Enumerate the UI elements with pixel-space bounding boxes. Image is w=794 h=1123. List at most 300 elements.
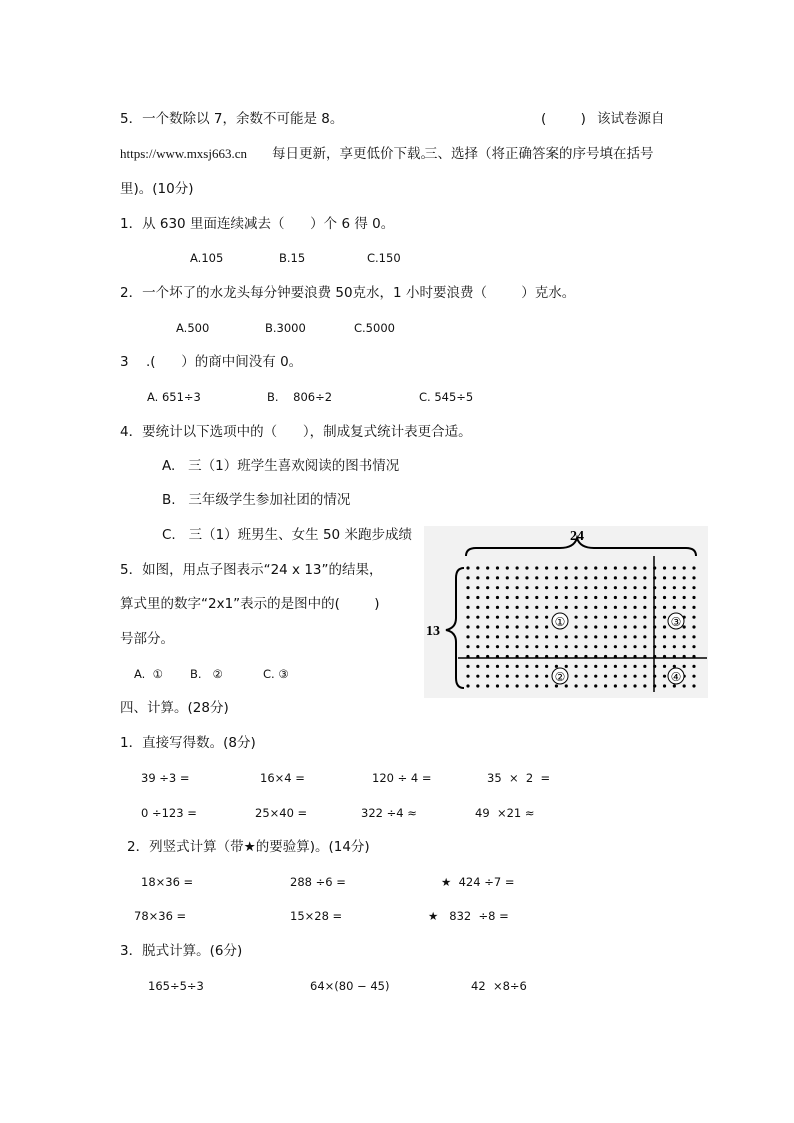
grid-dot [643, 616, 646, 619]
grid-dot [692, 635, 695, 638]
grid-dot [535, 635, 538, 638]
grid-dot [633, 635, 636, 638]
grid-dot [525, 576, 528, 579]
calc-item: 39 ÷3 = [141, 771, 190, 785]
mc-q3-option-a: A. 651÷3 [147, 390, 201, 404]
grid-dot [594, 635, 597, 638]
grid-dot [673, 576, 676, 579]
grid-dot [683, 645, 686, 648]
grid-dot [574, 606, 577, 609]
grid-dot [594, 596, 597, 599]
grid-dot [466, 606, 469, 609]
grid-dot [555, 566, 558, 569]
grid-dot [633, 596, 636, 599]
grid-dot [574, 684, 577, 687]
grid-dot [633, 675, 636, 678]
grid-dot [604, 606, 607, 609]
grid-dot [466, 566, 469, 569]
grid-dot [643, 635, 646, 638]
grid-dot [663, 606, 666, 609]
grid-dot [604, 675, 607, 678]
grid-dot [594, 586, 597, 589]
grid-dot [663, 675, 666, 678]
grid-dot [525, 684, 528, 687]
grid-dot [614, 684, 617, 687]
grid-dot [624, 635, 627, 638]
grid-dot [555, 596, 558, 599]
mc-q4-option-a: A. 三（1）班学生喜欢阅读的图书情况 [162, 458, 400, 474]
grid-dot [624, 586, 627, 589]
grid-dot [673, 635, 676, 638]
grid-dot [594, 576, 597, 579]
grid-dot [506, 684, 509, 687]
grid-dot [692, 576, 695, 579]
grid-dot [663, 645, 666, 648]
mc-q3-option-c: C. 545÷5 [419, 390, 474, 404]
grid-dot [486, 576, 489, 579]
grid-dot [633, 684, 636, 687]
calc-item: 18×36 = [141, 875, 194, 889]
grid-dot [516, 606, 519, 609]
grid-dot [565, 606, 568, 609]
grid-dot [496, 596, 499, 599]
grid-dot [692, 645, 695, 648]
grid-dot [516, 596, 519, 599]
grid-dot [624, 625, 627, 628]
grid-dot [555, 645, 558, 648]
grid-dot [683, 665, 686, 668]
grid-dot [516, 576, 519, 579]
grid-dot [496, 665, 499, 668]
grid-dot [692, 684, 695, 687]
grid-dot [604, 645, 607, 648]
grid-dot [486, 665, 489, 668]
grid-dot [476, 684, 479, 687]
grid-dot [614, 596, 617, 599]
grid-dot [545, 566, 548, 569]
grid-dot [506, 635, 509, 638]
grid-dot [594, 675, 597, 678]
grid-dot [584, 606, 587, 609]
grid-dot [565, 665, 568, 668]
grid-dot [476, 645, 479, 648]
calc-item: ★ 832 ÷8 = [428, 909, 509, 923]
grid-dot [574, 635, 577, 638]
calc-part2-title: 2．列竖式计算（带★的要验算)。(14分) [127, 839, 370, 855]
grid-dot [604, 566, 607, 569]
grid-dot [584, 684, 587, 687]
grid-dot [525, 566, 528, 569]
grid-dot [633, 625, 636, 628]
calc-item: 322 ÷4 ≈ [361, 806, 417, 820]
grid-dot [683, 635, 686, 638]
grid-dot [476, 606, 479, 609]
grid-dot [516, 625, 519, 628]
grid-dot [594, 684, 597, 687]
grid-dot [584, 616, 587, 619]
grid-dot [535, 675, 538, 678]
grid-dot [496, 684, 499, 687]
grid-dot [624, 665, 627, 668]
grid-dot [486, 586, 489, 589]
grid-dot [633, 616, 636, 619]
grid-dot [673, 566, 676, 569]
grid-dot [692, 616, 695, 619]
grid-dot [683, 625, 686, 628]
grid-dot [466, 596, 469, 599]
grid-dot [643, 586, 646, 589]
grid-dot [486, 566, 489, 569]
grid-dot [683, 684, 686, 687]
mc-q1-option-c: C.150 [367, 251, 401, 265]
region-3-label: ③ [670, 615, 682, 629]
grid-dot [594, 566, 597, 569]
grid-dot [624, 566, 627, 569]
grid-dot [643, 566, 646, 569]
mc-q5-option-b: B. ② [190, 667, 223, 681]
mc-q5-option-c: C. ③ [263, 667, 289, 681]
grid-dot [535, 616, 538, 619]
grid-dot [486, 645, 489, 648]
grid-dot [633, 576, 636, 579]
grid-dot [506, 616, 509, 619]
grid-dot [545, 576, 548, 579]
grid-dot [525, 635, 528, 638]
grid-dot [496, 635, 499, 638]
grid-dot [692, 566, 695, 569]
section-4-title: 四、计算。(28分) [120, 700, 229, 716]
grid-dot [466, 665, 469, 668]
grid-dot [683, 576, 686, 579]
grid-dot [584, 566, 587, 569]
grid-dot [614, 566, 617, 569]
grid-dot [476, 665, 479, 668]
mc-q2-option-a: A.500 [176, 321, 210, 335]
grid-dot [663, 566, 666, 569]
region-4-label: ④ [670, 670, 682, 684]
grid-dot [466, 684, 469, 687]
grid-dot [516, 675, 519, 678]
grid-dot [516, 684, 519, 687]
grid-dot [673, 645, 676, 648]
grid-dot [506, 625, 509, 628]
grid-dot [545, 665, 548, 668]
grid-dot [565, 576, 568, 579]
grid-dot [692, 586, 695, 589]
mc-q3-number: 3 [120, 354, 129, 370]
grid-dot [496, 576, 499, 579]
mc-q5-line2: 算式里的数字“2x1”表示的是图中的( ) [120, 596, 380, 612]
region-1-label: ① [554, 615, 566, 629]
mc-q5-option-a: A. ① [134, 667, 163, 681]
grid-dot [584, 645, 587, 648]
calc-item: 165÷5÷3 [148, 979, 204, 993]
grid-dot [466, 625, 469, 628]
grid-dot [545, 645, 548, 648]
grid-dot [525, 665, 528, 668]
grid-dot [643, 675, 646, 678]
grid-dot [506, 606, 509, 609]
grid-dot [496, 645, 499, 648]
grid-dot [574, 625, 577, 628]
grid-dot [614, 576, 617, 579]
grid-dot [535, 596, 538, 599]
grid-dot [624, 616, 627, 619]
grid-dot [683, 566, 686, 569]
grid-dot [584, 665, 587, 668]
grid-dot [614, 665, 617, 668]
grid-dot [535, 625, 538, 628]
grid-dot [545, 596, 548, 599]
grid-dot [604, 635, 607, 638]
grid-dot [604, 586, 607, 589]
grid-dot [584, 625, 587, 628]
grid-dot [663, 576, 666, 579]
grid-dot [594, 606, 597, 609]
grid-dot [673, 586, 676, 589]
grid-dot [663, 625, 666, 628]
grid-dot [486, 635, 489, 638]
grid-dot [594, 616, 597, 619]
grid-dot [506, 586, 509, 589]
grid-dot [584, 596, 587, 599]
grid-dot [466, 576, 469, 579]
grid-dot [574, 645, 577, 648]
grid-dot [476, 566, 479, 569]
grid-dot [545, 684, 548, 687]
mc-q2-stem: 2．一个坏了的水龙头每分钟要浪费 50克水，1 小时要浪费（ ）克水。 [120, 285, 576, 301]
grid-dot [624, 596, 627, 599]
grid-dot [486, 606, 489, 609]
calc-part1-title: 1．直接写得数。(8分) [120, 735, 256, 751]
grid-dot [633, 645, 636, 648]
grid-dot [624, 576, 627, 579]
grid-dot [496, 586, 499, 589]
grid-dot [466, 586, 469, 589]
grid-dot [614, 645, 617, 648]
grid-dot [506, 645, 509, 648]
grid-dot [535, 684, 538, 687]
mc-q4-option-b: B. 三年级学生参加社团的情况 [162, 492, 351, 508]
grid-dot [525, 625, 528, 628]
grid-dot [476, 675, 479, 678]
calc-item: 0 ÷123 = [141, 806, 197, 820]
grid-dot [624, 675, 627, 678]
grid-dot [584, 675, 587, 678]
grid-dot [516, 635, 519, 638]
grid-dot [565, 684, 568, 687]
mc-q2-option-c: C.5000 [354, 321, 395, 335]
grid-dot [594, 625, 597, 628]
grid-dot [496, 625, 499, 628]
grid-dot [506, 576, 509, 579]
grid-dot [466, 635, 469, 638]
grid-dot [673, 665, 676, 668]
grid-dot [594, 665, 597, 668]
grid-dot [555, 665, 558, 668]
grid-dot [673, 606, 676, 609]
mc-q3-option-b: B. 806÷2 [267, 390, 333, 404]
calc-item: 42 ×8÷6 [471, 979, 527, 993]
grid-dot [673, 684, 676, 687]
grid-dot [614, 606, 617, 609]
grid-dot [574, 576, 577, 579]
grid-dot [614, 675, 617, 678]
grid-dot [692, 596, 695, 599]
section-3-title: 三、选择（将正确答案的序号填在括号 [424, 146, 654, 162]
grid-dot [486, 675, 489, 678]
grid-dot [604, 596, 607, 599]
grid-dot [555, 586, 558, 589]
grid-dot [466, 616, 469, 619]
grid-dot [496, 675, 499, 678]
grid-dot [604, 616, 607, 619]
grid-dot [486, 684, 489, 687]
mc-q1-option-a: A.105 [190, 251, 224, 265]
calc-item: 288 ÷6 = [290, 875, 346, 889]
grid-dot [535, 665, 538, 668]
grid-dot [692, 675, 695, 678]
grid-dot [555, 576, 558, 579]
grid-dot [692, 625, 695, 628]
grid-dot [673, 596, 676, 599]
grid-dot [692, 665, 695, 668]
grid-dot [555, 684, 558, 687]
grid-dot [614, 616, 617, 619]
grid-dot [604, 684, 607, 687]
mc-q5-line3: 号部分。 [120, 631, 174, 647]
grid-dot [624, 606, 627, 609]
mc-q2-option-b: B.3000 [265, 321, 306, 335]
grid-dot [506, 596, 509, 599]
question-5-text: 5．一个数除以 7，余数不可能是 8。 [120, 111, 344, 127]
grid-dot [466, 675, 469, 678]
mc-q5-line1: 5．如图，用点子图表示“24 x 13”的结果， [120, 562, 383, 578]
grid-dot [545, 606, 548, 609]
grid-dot [683, 596, 686, 599]
mc-q4-stem: 4．要统计以下选项中的（ ），制成复式统计表更合适。 [120, 424, 472, 440]
grid-dot [516, 586, 519, 589]
grid-dot [545, 586, 548, 589]
grid-dot [663, 586, 666, 589]
calc-item: 35 × 2 = [487, 771, 551, 785]
source-note: 该试卷源自 [597, 111, 665, 127]
grid-dot [633, 606, 636, 609]
grid-dot [624, 684, 627, 687]
answer-paren: ( ) [541, 111, 586, 127]
grid-dot [545, 616, 548, 619]
grid-dot [663, 635, 666, 638]
grid-dot [525, 606, 528, 609]
grid-dot [574, 675, 577, 678]
grid-dot [594, 645, 597, 648]
grid-dot [525, 645, 528, 648]
grid-dot [663, 616, 666, 619]
grid-dot [565, 596, 568, 599]
grid-dot [545, 675, 548, 678]
grid-dot [516, 566, 519, 569]
grid-dot [525, 675, 528, 678]
calc-item: 120 ÷ 4 = [372, 771, 432, 785]
grid-dot [545, 635, 548, 638]
grid-dot [486, 596, 489, 599]
grid-dot [535, 606, 538, 609]
grid-dot [663, 596, 666, 599]
grid-dot [643, 665, 646, 668]
grid-dot [565, 566, 568, 569]
grid-dot [565, 645, 568, 648]
grid-dot [525, 616, 528, 619]
source-url[interactable]: https://www.mxsj663.cn [120, 146, 247, 161]
grid-dot [633, 586, 636, 589]
calc-item: ★ 424 ÷7 = [441, 875, 515, 889]
grid-dot [506, 665, 509, 668]
grid-dot [604, 665, 607, 668]
calc-item: 78×36 = [134, 909, 187, 923]
grid-dot [496, 566, 499, 569]
grid-dot [565, 635, 568, 638]
grid-dot [545, 625, 548, 628]
grid-dot [516, 665, 519, 668]
grid-dot [683, 586, 686, 589]
grid-dot [555, 606, 558, 609]
grid-dot [614, 635, 617, 638]
grid-dot [535, 566, 538, 569]
grid-dot [506, 675, 509, 678]
grid-dot [574, 596, 577, 599]
grid-dot [476, 576, 479, 579]
width-label: 24 [570, 529, 584, 544]
grid-dot [683, 606, 686, 609]
grid-dot [643, 606, 646, 609]
grid-dot [584, 586, 587, 589]
grid-dot [476, 586, 479, 589]
grid-dot [614, 586, 617, 589]
grid-dot [555, 635, 558, 638]
mc-q4-option-c: C. 三（1）班男生、女生 50 米跑步成绩 [162, 527, 412, 543]
grid-dot [624, 645, 627, 648]
calc-item: 49 ×21 ≈ [475, 806, 535, 820]
grid-dot [535, 576, 538, 579]
grid-dot [643, 596, 646, 599]
grid-dot [604, 625, 607, 628]
grid-dot [496, 616, 499, 619]
grid-dot [516, 616, 519, 619]
grid-dot [663, 665, 666, 668]
mc-q1-stem: 1．从 630 里面连续减去（ ）个 6 得 0。 [120, 216, 395, 232]
grid-dot [486, 625, 489, 628]
height-label: 13 [426, 624, 440, 639]
dot-array-figure [424, 526, 708, 698]
calc-part3-title: 3．脱式计算。(6分) [120, 943, 243, 959]
grid-dot [476, 596, 479, 599]
grid-dot [535, 645, 538, 648]
calc-item: 25×40 = [255, 806, 308, 820]
calc-item: 64×(80 − 45) [310, 979, 390, 993]
grid-dot [633, 665, 636, 668]
grid-dot [525, 586, 528, 589]
grid-dot [516, 645, 519, 648]
grid-dot [525, 596, 528, 599]
region-2-label: ② [554, 670, 566, 684]
ad-text: 每日更新，享更低价下载。 [272, 146, 434, 162]
grid-dot [643, 684, 646, 687]
mc-q1-option-b: B.15 [279, 251, 306, 265]
grid-dot [643, 645, 646, 648]
mc-q3-stem: .( ）的商中间没有 0。 [146, 354, 303, 370]
grid-dot [643, 625, 646, 628]
grid-dot [584, 576, 587, 579]
